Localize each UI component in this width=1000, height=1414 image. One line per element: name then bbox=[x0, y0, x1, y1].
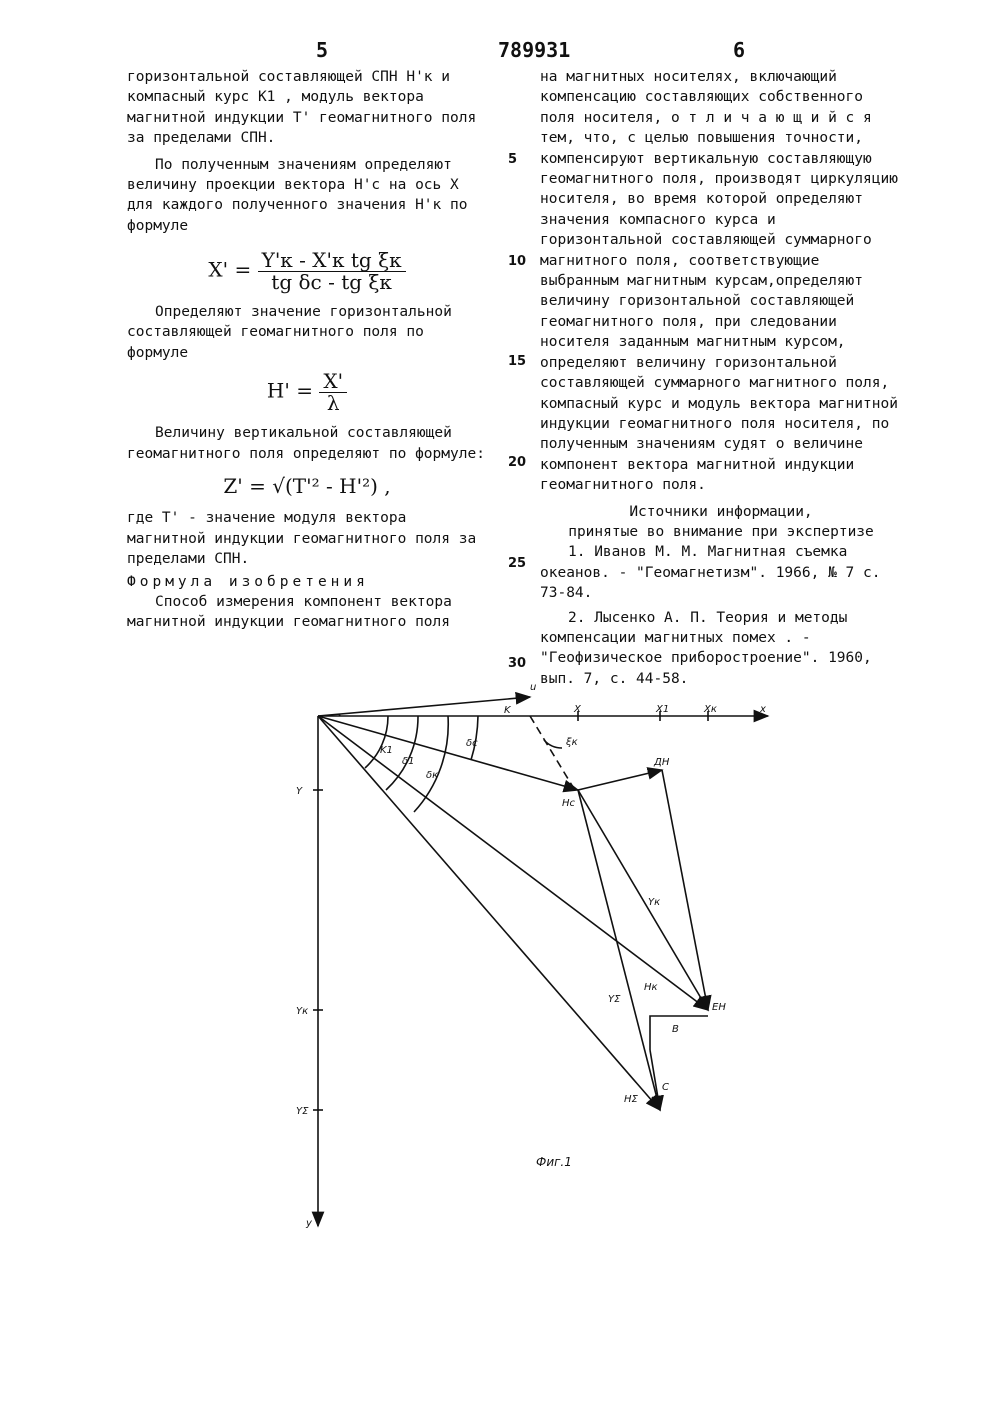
label-xk: Xк bbox=[704, 704, 717, 715]
reference-1: 1. Иванов М. М. Магнитная съемка океанов. - "Геомагнетизм". 1966, № 7 с. 73-84. bbox=[540, 544, 881, 602]
hk-vector bbox=[578, 790, 708, 1010]
left-paragraph-5: где T' - значение модуля вектора магнитной индукции геомагнитного поля за пределами СПН. bbox=[127, 510, 477, 568]
left-paragraph-4: Величину вертикальной составляющей геомагнитного поля определяют по формуле: bbox=[127, 425, 485, 462]
label-k1: K1 bbox=[380, 745, 393, 756]
formula-x-denominator: tg δc - tg ξк bbox=[271, 269, 392, 294]
line-number-30: 30 bbox=[508, 656, 527, 671]
b-vector bbox=[650, 1016, 708, 1050]
line-number-5: 5 bbox=[508, 152, 518, 167]
sources-subtitle: принятые во внимание при экспертизе bbox=[568, 523, 874, 540]
reference-2: 2. Лысенко А. П. Теория и методы компенсации магнитных помех . - "Геофизическое приборостроение". 1960, вып. 7, с. 44-58. bbox=[540, 609, 872, 687]
formula-x-lhs: X' = bbox=[208, 257, 252, 282]
line-number-15: 15 bbox=[508, 354, 527, 369]
label-y-tick: Y bbox=[296, 786, 303, 797]
formula-h-lhs: H' = bbox=[266, 378, 313, 403]
label-hk: Hк bbox=[644, 982, 658, 993]
formula-z: Z' = √(T'² - H'²) , bbox=[223, 473, 391, 498]
label-y-axis: y bbox=[306, 1218, 312, 1229]
label-ysigma-tick: YΣ bbox=[296, 1106, 309, 1117]
label-c: C bbox=[662, 1082, 669, 1093]
line-number-20: 20 bbox=[508, 455, 527, 470]
label-x-tick: X bbox=[574, 704, 581, 715]
left-page-number: 5 bbox=[316, 38, 329, 62]
label-yk-tick: Yк bbox=[296, 1006, 309, 1017]
line-number-10: 10 bbox=[508, 254, 527, 269]
formula-h-denominator: λ bbox=[326, 390, 340, 415]
left-paragraph-3: Определяют значение горизонтальной составляющей геомагнитного поля по формуле bbox=[127, 304, 452, 361]
label-x1: X1 bbox=[656, 704, 670, 715]
label-u: u bbox=[530, 682, 537, 693]
yk-vector bbox=[662, 770, 708, 1010]
right-paragraph-1: на магнитных носителях, включающий компенсацию составляющих собственного поля носителя, о т л и ч а ю щ и й с я тем, что, с целью повышения точности, компенсируют вертикальную составляющую геомагнитного поля, производят циркуляцию носителя, во время которой определяют значения компасного курса и горизонтальной составляющей суммарного магнитного поля, соответствующие выбранным магнитным курсам,определяют величину горизонтальной составляющей геомагнитного поля, при следовании носителя заданным магнитным курсом, определяют величину горизонтальной составляющей суммарного магнитного поля, компасный курс и модуль вектора магнитной индукции геомагнитного поля носителя, по полученным значениям судят о величине компонент вектора магнитной индукции геомагнитного поля. bbox=[540, 69, 898, 494]
diag-to-eh bbox=[318, 716, 708, 1010]
figure-caption: Фиг.1 bbox=[536, 1155, 572, 1169]
u-vector bbox=[318, 697, 530, 716]
left-paragraph-6: Способ измерения компонент вектора магнитной индукции геомагнитного поля bbox=[127, 593, 452, 631]
dh-vector bbox=[578, 770, 662, 790]
sources-title: Источники информации, bbox=[629, 503, 813, 520]
label-dk: δк bbox=[426, 770, 439, 781]
claims-heading: Формула изобретения bbox=[127, 573, 369, 590]
label-h-sigma: HΣ bbox=[624, 1094, 638, 1105]
formula-h-numerator: X' bbox=[319, 371, 347, 392]
arc-k bbox=[339, 714, 340, 716]
label-xi-k: ξк bbox=[566, 737, 578, 748]
label-dh: ДН bbox=[654, 757, 670, 768]
right-page-number: 6 bbox=[733, 38, 746, 62]
label-dc: δc bbox=[466, 738, 478, 749]
patent-number: 789931 bbox=[498, 38, 571, 62]
left-paragraph-1: горизонтальной составляющей СПН H'к и компасный курс K1 , модуль вектора магнитной индукции T' геомагнитного поля за пределами СПН. bbox=[127, 69, 477, 147]
label-yk: Yк bbox=[648, 897, 661, 908]
arc-big-3 bbox=[414, 716, 448, 812]
label-y-sigma: YΣ bbox=[608, 994, 621, 1005]
left-paragraph-2: По полученным значениям определяют величину проекции вектора H'c на ось X для каждого полученного значения H'к по формуле bbox=[127, 156, 468, 234]
label-x-axis: x bbox=[760, 704, 766, 715]
label-d1: δ1 bbox=[402, 756, 415, 767]
line-number-25: 25 bbox=[508, 556, 527, 571]
label-eh: ЕН bbox=[712, 1002, 726, 1013]
dashed-line bbox=[530, 716, 576, 792]
label-b: B bbox=[672, 1024, 679, 1035]
label-k: K bbox=[504, 705, 511, 716]
formula-x-numerator: Y'к - X'к tg ξк bbox=[258, 250, 406, 271]
label-hc: Hc bbox=[562, 798, 576, 809]
